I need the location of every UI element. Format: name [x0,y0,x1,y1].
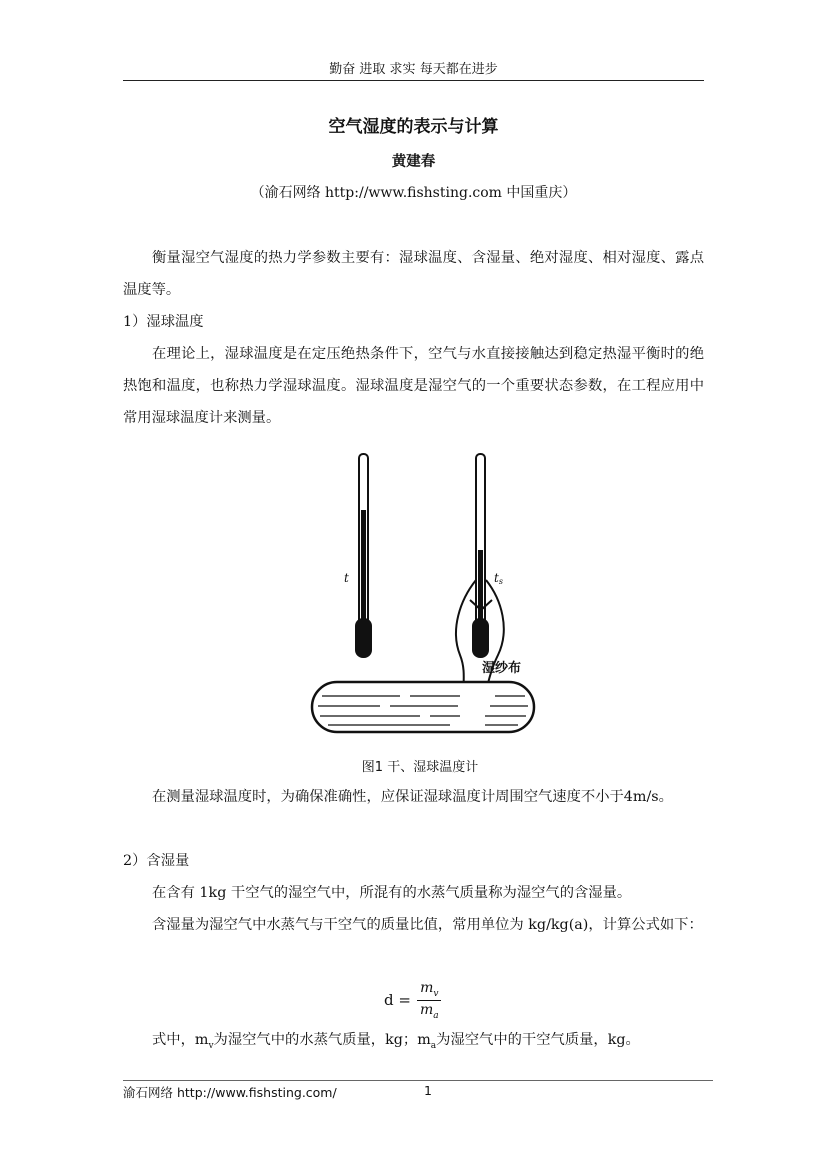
formula-lhs: d = [384,991,411,1009]
formula-note-middle: 为湿空气中的水蒸气质量，kg；m [213,1032,431,1048]
formula-note-sub2: a [430,1040,437,1051]
formula-numerator-sub: v [433,988,439,999]
section1-paragraph: 在理论上，湿球温度是在定压绝热条件下，空气与水直接接触达到稳定热湿平衡时的绝热饱和温度，也称热力学湿球温度。湿球温度是湿空气的一个重要状态参数，在工程应用中常用湿球温度计来测量。 [123,346,704,426]
section1-heading: 1）湿球温度 [123,314,204,330]
wet-bulb-label: t [494,571,499,585]
footer-site: 渝石网络 http://www.fishsting.com/ [123,1085,337,1100]
wet-thermometer-mercury [478,550,483,622]
footer-divider [123,1080,713,1081]
footer-page-number: 1 [424,1083,432,1098]
article-title: 空气湿度的表示与计算 [328,117,499,137]
wet-bulb-label-sub: s [498,577,503,586]
formula-fraction [417,980,442,1021]
wet-bulb-measure-paragraph: 在测量湿球温度时，为确保准确性，应保证湿球温度计周围空气速度不小于4m/s。 [152,789,673,805]
formula-note-sub1: v [208,1040,214,1051]
section2-heading: 2）含湿量 [123,853,190,869]
section2-paragraph-1: 在含有 1kg 干空气的湿空气中，所混有的水蒸气质量称为湿空气的含湿量。 [152,885,632,901]
page-header: 勤奋 进取 求实 每天都在进步 [329,62,498,77]
article-author: 黄建春 [391,154,436,170]
formula-note-paragraph [123,1024,704,1062]
intro-paragraph: 衡量湿空气湿度的热力学参数主要有：湿球温度、含湿量、绝对湿度、相对湿度、露点温度等。 [123,250,704,298]
formula-numerator-symbol: m [420,979,434,996]
article-affiliation: （渝石网络 http://www.fishsting.com 中国重庆） [250,185,577,201]
moisture-content-formula [384,978,442,1022]
formula-denominator [417,1001,442,1021]
formula-note-prefix: 式中，m [152,1032,209,1048]
figure-caption: 图1 干、湿球温度计 [361,760,479,775]
svg-text:ts [494,571,503,586]
header-divider [123,80,704,81]
dry-thermometer-bulb [355,618,372,658]
formula-numerator [417,980,441,1001]
thermometer-illustration [300,450,540,760]
wet-cloth-label: 湿纱布 [482,661,522,676]
dry-bulb-label: t [344,571,349,585]
formula-denominator-symbol: m [419,1001,434,1018]
formula-note-suffix: 为湿空气中的干空气质量，kg。 [436,1032,640,1048]
dry-thermometer-mercury [361,510,366,622]
wet-thermometer-bulb [472,618,489,658]
section2-paragraph-2: 含湿量为湿空气中水蒸气与干空气的质量比值，常用单位为 kg/kg(a)，计算公式如下： [152,917,703,933]
formula-denominator-sub: a [433,1010,439,1021]
thermometer-figure [300,450,540,780]
